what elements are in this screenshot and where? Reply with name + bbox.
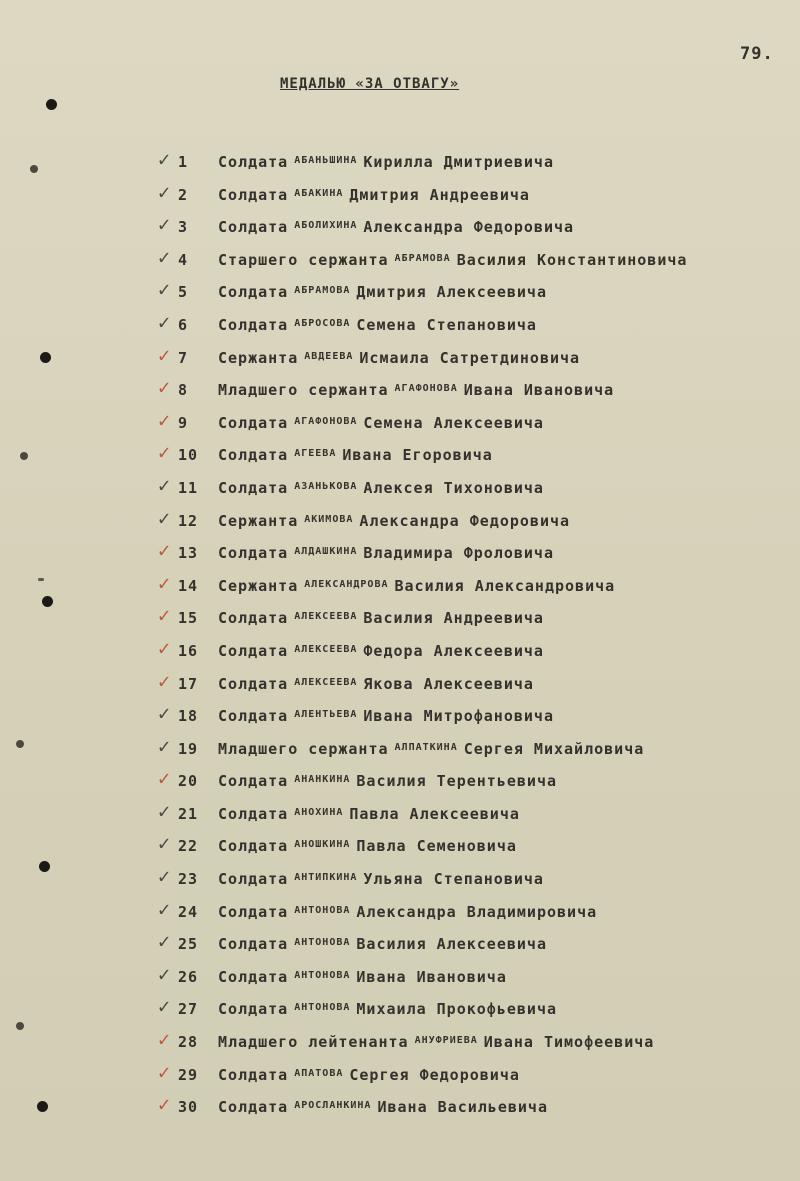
checkmark-icon: ✓ xyxy=(158,407,172,432)
binder-hole xyxy=(40,352,51,363)
entry-number: 24 xyxy=(178,902,199,921)
checkmark-icon: ✓ xyxy=(158,831,172,856)
entry-number: 19 xyxy=(178,739,199,758)
entry-number: 27 xyxy=(178,1000,199,1019)
entry-rank: Солдата xyxy=(218,1098,289,1117)
entry-number: 21 xyxy=(178,804,199,823)
entry-given-name: Ивана Ивановича xyxy=(463,381,615,400)
entry-text xyxy=(218,349,580,367)
entry-given-name: Кирилла Дмитриевича xyxy=(363,153,554,171)
entry-text xyxy=(218,675,534,693)
entry-given-name: Александра Федоровича xyxy=(359,511,571,530)
entry-text xyxy=(218,642,544,660)
entry-surname: АКИМОВА xyxy=(304,513,354,525)
entry-rank: Солдата xyxy=(218,1000,289,1019)
entry-number: 23 xyxy=(178,870,199,889)
entry-rank: Солдата xyxy=(218,315,289,334)
checkmark-icon: ✓ xyxy=(158,635,172,660)
list-item xyxy=(0,766,800,803)
checkmark-icon: ✓ xyxy=(158,505,172,530)
entry-text xyxy=(218,968,507,986)
list-item xyxy=(0,309,800,347)
entry-surname: АЛЕКСЕЕВА xyxy=(294,643,358,655)
checkmark-icon: ✓ xyxy=(158,375,172,400)
entry-number: 12 xyxy=(178,511,199,530)
entry-rank: Солдата xyxy=(218,1065,289,1084)
checkmark-icon: ✓ xyxy=(158,798,172,823)
list-item xyxy=(0,798,800,836)
entry-rank: Солдата xyxy=(218,707,289,726)
entry-text xyxy=(218,512,570,530)
list-item xyxy=(0,570,800,608)
checkmark-icon: ✓ xyxy=(158,147,172,171)
entry-surname: АНТОНОВА xyxy=(294,969,351,981)
entry-text xyxy=(218,186,530,204)
entry-surname: АБАКИНА xyxy=(294,187,344,199)
entry-given-name: Василия Александровича xyxy=(394,576,616,595)
entry-surname: АНОШКИНА xyxy=(294,839,351,851)
entry-number: 8 xyxy=(178,381,189,400)
checkmark-icon: ✓ xyxy=(158,212,172,237)
entry-number: 2 xyxy=(178,185,189,204)
entry-text xyxy=(218,218,574,236)
list-item xyxy=(0,179,800,217)
entry-given-name: Василия Терентьевича xyxy=(356,772,558,791)
entry-surname: АНТОНОВА xyxy=(294,1002,351,1014)
entry-given-name: Дмитрия Андреевича xyxy=(349,185,530,204)
entry-rank: Солдата xyxy=(218,544,289,563)
entry-number: 13 xyxy=(178,544,199,563)
list-item xyxy=(0,407,800,445)
entry-surname: АЛДАШКИНА xyxy=(294,546,358,558)
ink-spot xyxy=(20,452,28,460)
entry-given-name: Павла Алексеевича xyxy=(349,804,520,823)
entry-rank: Сержанта xyxy=(218,348,299,367)
checkmark-icon: ✓ xyxy=(158,1059,172,1084)
entry-text xyxy=(218,479,544,497)
list-item xyxy=(0,961,800,999)
entry-number: 29 xyxy=(178,1065,199,1084)
entry-number: 1 xyxy=(178,153,189,171)
checkmark-icon: ✓ xyxy=(158,961,172,986)
entry-text xyxy=(218,446,493,464)
checkmark-icon: ✓ xyxy=(158,994,172,1019)
entry-surname: АНУФРИЕВА xyxy=(414,1035,478,1047)
entry-text xyxy=(218,283,547,301)
entry-number: 6 xyxy=(178,315,189,334)
list-item xyxy=(0,701,800,738)
checkmark-icon: ✓ xyxy=(158,701,172,726)
entry-text xyxy=(218,935,547,953)
entry-rank: Солдата xyxy=(218,674,289,693)
checkmark-icon: ✓ xyxy=(158,603,172,628)
entry-rank: Сержанта xyxy=(218,511,299,530)
ink-spot xyxy=(30,165,38,173)
entry-text xyxy=(218,577,615,595)
list-item xyxy=(0,1059,800,1097)
list-item xyxy=(0,244,800,282)
entry-text xyxy=(218,870,544,888)
entry-surname: АНТИПКИНА xyxy=(294,872,358,884)
entry-rank: Младшего сержанта xyxy=(218,739,389,758)
entry-rank: Солдата xyxy=(218,609,289,628)
entry-surname: АЛЕКСЕЕВА xyxy=(294,676,358,688)
entry-surname: АЗАНЬКОВА xyxy=(294,480,358,492)
entry-text xyxy=(218,153,554,171)
entry-rank: Солдата xyxy=(218,772,289,791)
entry-rank: Солдата xyxy=(218,641,289,660)
entry-surname: АГАФОНОВА xyxy=(294,415,358,427)
list-item xyxy=(0,896,800,934)
checkmark-icon: ✓ xyxy=(158,668,172,693)
entry-number: 4 xyxy=(178,250,189,269)
entry-number: 3 xyxy=(178,218,189,237)
entry-surname: АВДЕЕВА xyxy=(304,350,354,362)
entry-given-name: Василия Константиновича xyxy=(456,250,688,269)
entry-number: 11 xyxy=(178,478,199,497)
list-item xyxy=(0,472,800,510)
entry-given-name: Михаила Прокофьевича xyxy=(356,1000,558,1019)
entry-rank: Солдата xyxy=(218,283,289,302)
checkmark-icon: ✓ xyxy=(158,896,172,921)
entry-text xyxy=(218,1098,548,1116)
binder-hole xyxy=(39,861,50,872)
entry-rank: Солдата xyxy=(218,804,289,823)
checkmark-icon: ✓ xyxy=(158,538,172,563)
entry-text xyxy=(218,805,520,823)
checkmark-icon: ✓ xyxy=(158,472,172,497)
entry-given-name: Василия Андреевича xyxy=(363,609,544,628)
entry-given-name: Ульяна Степановича xyxy=(363,870,544,889)
list-item xyxy=(0,147,800,184)
document-heading: МЕДАЛЬЮ «ЗА ОТВАГУ» xyxy=(280,76,460,92)
entry-text xyxy=(218,903,597,921)
ink-spot xyxy=(38,578,44,581)
entry-given-name: Сергея Михайловича xyxy=(463,739,645,758)
entry-text xyxy=(218,707,554,725)
entry-rank: Солдата xyxy=(218,967,289,986)
entry-surname: АЛЕНТЬЕВА xyxy=(294,709,358,721)
entry-rank: Старшего сержанта xyxy=(218,250,389,269)
checkmark-icon: ✓ xyxy=(158,244,172,269)
entry-rank: Солдата xyxy=(218,446,289,465)
entry-rank: Солдата xyxy=(218,902,289,921)
entry-number: 17 xyxy=(178,674,199,693)
list-item xyxy=(0,864,800,901)
entry-surname: АБРОСОВА xyxy=(294,317,351,329)
ink-spot xyxy=(16,1022,24,1030)
entry-number: 16 xyxy=(178,641,199,660)
entry-number: 7 xyxy=(178,348,189,367)
entry-given-name: Владимира Фроловича xyxy=(363,544,554,563)
list-item xyxy=(0,668,800,706)
entry-given-name: Алексея Тихоновича xyxy=(363,478,544,497)
page-number: 79. xyxy=(740,44,774,64)
entry-rank: Солдата xyxy=(218,153,289,171)
entry-given-name: Дмитрия Алексеевича xyxy=(356,283,547,302)
entry-rank: Солдата xyxy=(218,837,289,856)
entry-surname: АБОЛИХИНА xyxy=(294,220,358,232)
entry-text xyxy=(218,837,517,855)
entry-text xyxy=(218,1033,654,1051)
entry-given-name: Ивана Тимофеевича xyxy=(483,1033,655,1052)
list-item xyxy=(0,994,800,1031)
entry-text xyxy=(218,740,644,758)
entry-given-name: Павла Семеновича xyxy=(356,837,517,856)
binder-hole xyxy=(37,1101,48,1112)
entry-number: 26 xyxy=(178,967,199,986)
entry-text xyxy=(218,381,614,399)
entry-given-name: Ивана Егоровича xyxy=(342,446,493,465)
entry-rank: Солдата xyxy=(218,185,289,204)
entry-surname: АНАНКИНА xyxy=(294,774,351,786)
entry-rank: Младшего сержанта xyxy=(218,381,389,400)
entry-given-name: Исмаила Сатретдиновича xyxy=(359,348,581,367)
entry-number: 5 xyxy=(178,283,189,302)
checkmark-icon: ✓ xyxy=(158,440,172,465)
entry-number: 15 xyxy=(178,609,199,628)
checkmark-icon: ✓ xyxy=(158,1092,172,1117)
binder-hole xyxy=(42,596,53,607)
entry-surname: АБРАМОВА xyxy=(394,252,451,264)
entry-rank: Солдата xyxy=(218,478,289,497)
entry-surname: АНТОНОВА xyxy=(294,937,351,949)
entry-number: 30 xyxy=(178,1098,199,1117)
entry-number: 9 xyxy=(178,413,189,432)
checkmark-icon: ✓ xyxy=(158,733,172,758)
entry-surname: АБРАМОВА xyxy=(294,285,351,297)
entry-given-name: Якова Алексеевича xyxy=(363,674,534,693)
list-item xyxy=(0,1092,800,1129)
award-list xyxy=(0,147,800,1129)
checkmark-icon: ✓ xyxy=(158,342,172,367)
entry-text xyxy=(218,316,537,334)
checkmark-icon: ✓ xyxy=(158,179,172,204)
list-item xyxy=(0,505,800,543)
entry-rank: Солдата xyxy=(218,218,289,237)
entry-surname: АПАТОВА xyxy=(294,1067,344,1079)
entry-text xyxy=(218,609,544,627)
list-item xyxy=(0,212,800,249)
list-item xyxy=(0,342,800,380)
list-item xyxy=(0,440,800,477)
entry-text xyxy=(218,544,554,562)
entry-given-name: Семена Алексеевича xyxy=(363,413,544,432)
entry-given-name: Ивана Ивановича xyxy=(356,967,507,986)
entry-number: 25 xyxy=(178,935,199,954)
binder-hole xyxy=(46,99,57,110)
entry-rank: Сержанта xyxy=(218,576,299,595)
entry-surname: АГЕЕВА xyxy=(294,448,337,460)
entry-text xyxy=(218,1000,557,1018)
entry-surname: АЛПАТКИНА xyxy=(394,741,458,753)
entry-surname: АЛЕКСЕЕВА xyxy=(294,611,358,623)
list-item xyxy=(0,929,800,966)
entry-rank: Солдата xyxy=(218,413,289,432)
checkmark-icon: ✓ xyxy=(158,766,172,791)
entry-surname: АБАНЬШИНА xyxy=(294,155,358,166)
entry-text xyxy=(218,251,687,269)
entry-rank: Солдата xyxy=(218,935,289,954)
entry-rank: Солдата xyxy=(218,870,289,889)
entry-surname: АРОСЛАНКИНА xyxy=(294,1100,372,1112)
list-item xyxy=(0,635,800,673)
entry-text xyxy=(218,772,557,790)
entry-number: 28 xyxy=(178,1033,199,1052)
list-item xyxy=(0,538,800,575)
entry-number: 18 xyxy=(178,707,199,726)
checkmark-icon: ✓ xyxy=(158,309,172,334)
entry-surname: АЛЕКСАНДРОВА xyxy=(304,578,389,590)
entry-given-name: Федора Алексеевича xyxy=(363,641,544,660)
list-item xyxy=(0,277,800,314)
checkmark-icon: ✓ xyxy=(158,864,172,889)
entry-rank: Младшего лейтенанта xyxy=(218,1033,409,1052)
entry-number: 14 xyxy=(178,576,199,595)
entry-given-name: Сергея Федоровича xyxy=(349,1065,520,1084)
entry-number: 22 xyxy=(178,837,199,856)
entry-text xyxy=(218,1066,520,1084)
entry-surname: АГАФОНОВА xyxy=(394,383,458,395)
checkmark-icon: ✓ xyxy=(158,570,172,595)
checkmark-icon: ✓ xyxy=(158,277,172,302)
list-item xyxy=(0,1027,800,1064)
list-item xyxy=(0,733,800,771)
entry-given-name: Василия Алексеевича xyxy=(356,935,547,954)
entry-surname: АНТОНОВА xyxy=(294,904,351,916)
entry-number: 10 xyxy=(178,446,199,465)
entry-given-name: Александра Владимировича xyxy=(356,902,598,921)
entry-given-name: Семена Степановича xyxy=(356,315,537,334)
entry-given-name: Ивана Митрофановича xyxy=(363,707,554,726)
list-item xyxy=(0,603,800,640)
checkmark-icon: ✓ xyxy=(158,929,172,954)
list-item xyxy=(0,831,800,868)
ink-spot xyxy=(16,740,24,748)
list-item xyxy=(0,375,800,412)
entry-surname: АНОХИНА xyxy=(294,806,344,818)
entry-number: 20 xyxy=(178,772,199,791)
entry-given-name: Александра Федоровича xyxy=(363,218,575,237)
entry-given-name: Ивана Васильевича xyxy=(377,1098,548,1117)
entry-text xyxy=(218,414,544,432)
checkmark-icon: ✓ xyxy=(158,1027,172,1052)
